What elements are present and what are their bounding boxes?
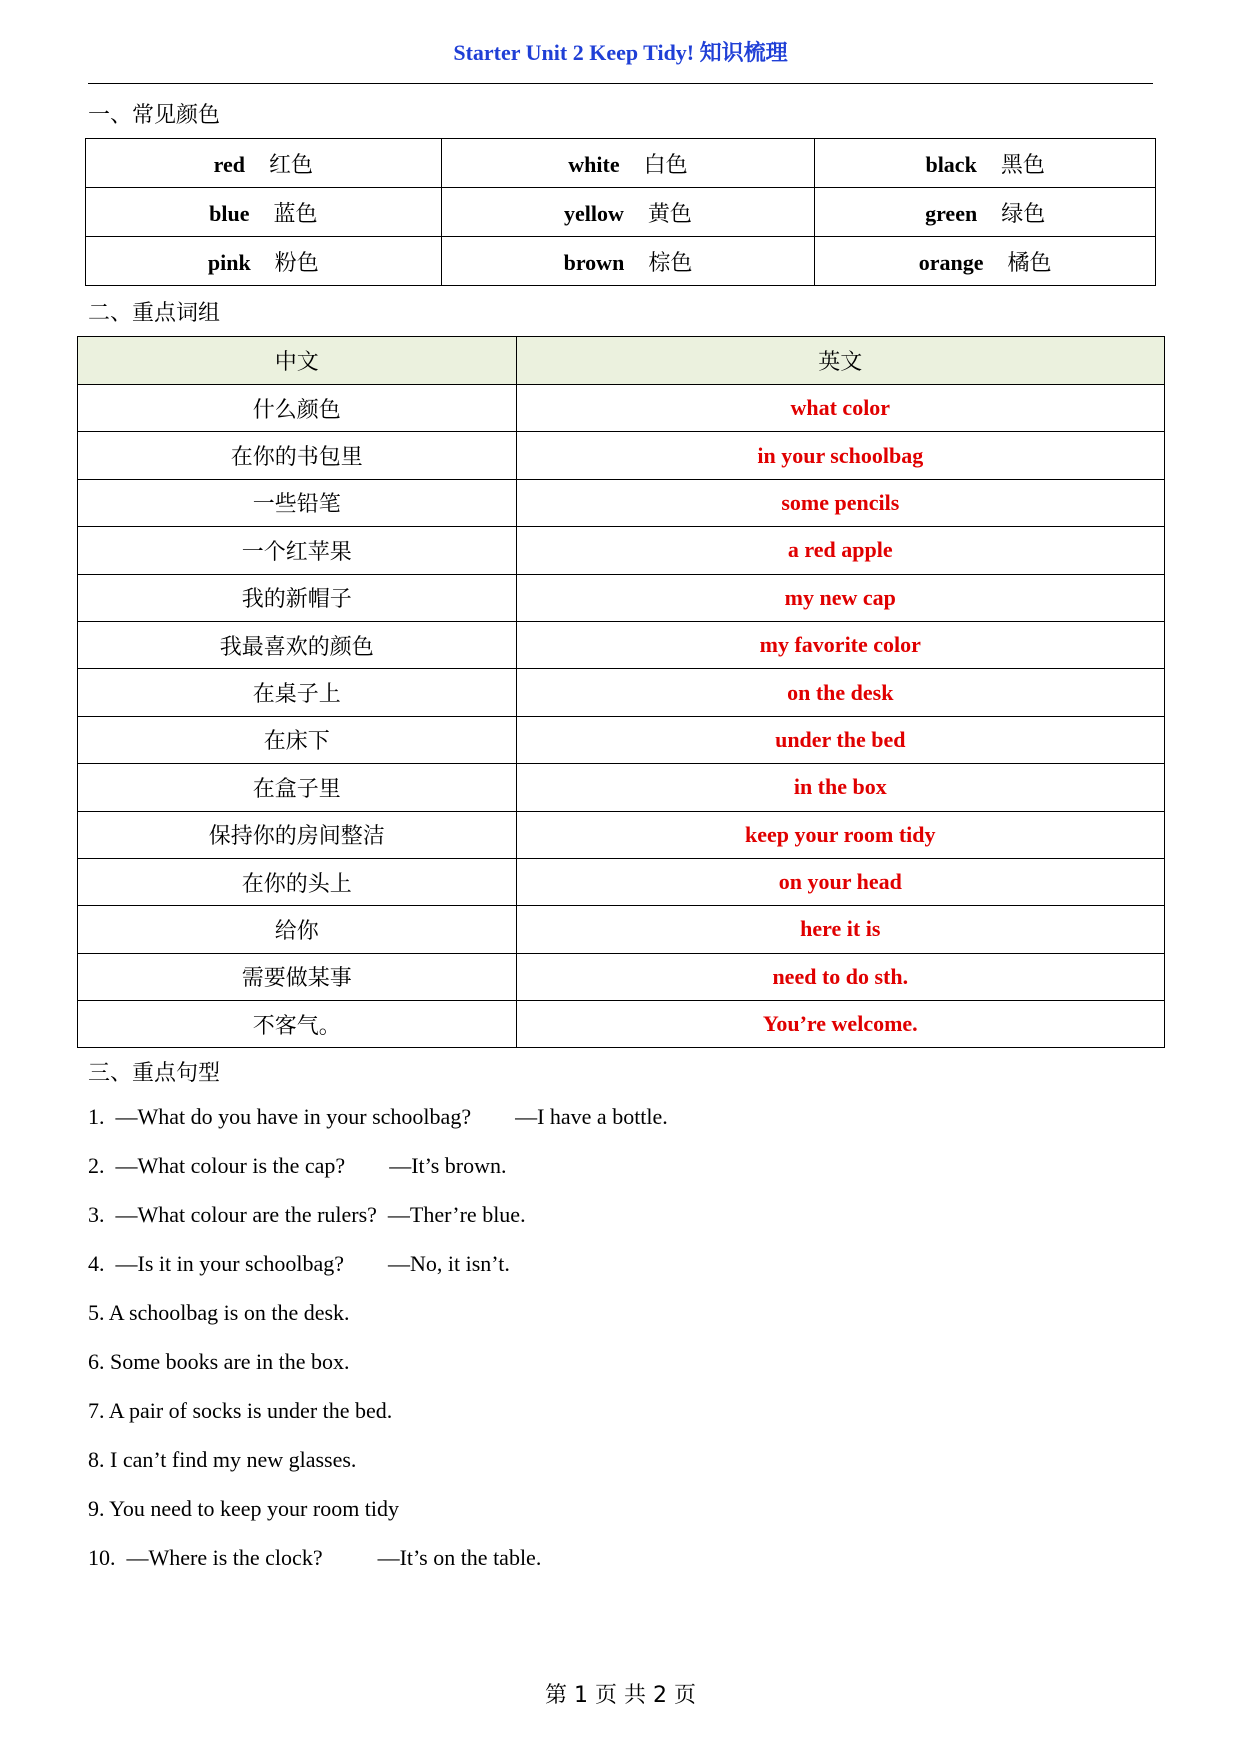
phrase-zh: 不客气。 <box>78 1001 517 1048</box>
phrase-en: on the desk <box>516 669 1164 716</box>
table-row <box>78 716 1165 763</box>
phrase-zh: 在盒子里 <box>78 764 517 811</box>
color-cell <box>441 237 815 286</box>
list-item: 6. Some books are in the box. <box>88 1349 350 1374</box>
table-row <box>78 574 1165 621</box>
phrases-table <box>77 336 1165 1048</box>
title-divider <box>88 83 1153 84</box>
list-item: 1. —What do you have in your schoolbag? —I have a bottle. <box>88 1104 668 1129</box>
color-en: pink <box>207 249 251 275</box>
page-title: Starter Unit 2 Keep Tidy! 知识梳理 <box>453 40 788 65</box>
phrase-en: under the bed <box>516 716 1164 763</box>
phrase-en: on your head <box>516 858 1164 905</box>
table-row <box>78 385 1165 432</box>
colors-row <box>86 188 1156 237</box>
page-footer: 第 1 页 共 2 页 <box>545 1683 696 1708</box>
color-en: brown <box>563 249 625 275</box>
section-heading-sentences: 三、重点句型 <box>88 1061 221 1086</box>
color-en: white <box>568 151 620 177</box>
phrase-zh: 一些铅笔 <box>78 479 517 526</box>
section-heading-phrases: 二、重点词组 <box>88 301 221 326</box>
phrase-en: a red apple <box>516 527 1164 574</box>
table-row <box>78 858 1165 905</box>
phrase-en: in the box <box>516 764 1164 811</box>
color-cell <box>86 139 442 188</box>
header-english: 英文 <box>516 337 1164 385</box>
phrase-zh: 我最喜欢的颜色 <box>78 621 517 668</box>
list-item: 5. A schoolbag is on the desk. <box>88 1300 350 1325</box>
phrase-zh: 什么颜色 <box>78 385 517 432</box>
color-cell <box>441 139 815 188</box>
phrase-zh: 保持你的房间整洁 <box>78 811 517 858</box>
phrase-en: need to do sth. <box>516 953 1164 1000</box>
phrase-zh: 在你的头上 <box>78 858 517 905</box>
phrase-en: some pencils <box>516 479 1164 526</box>
phrase-en: my new cap <box>516 574 1164 621</box>
table-row <box>78 669 1165 716</box>
list-item: 7. A pair of socks is under the bed. <box>88 1398 393 1423</box>
phrase-en: You’re welcome. <box>516 1001 1164 1048</box>
colors-row <box>86 237 1156 286</box>
color-zh: 橘色 <box>1007 250 1052 276</box>
colors-row <box>86 139 1156 188</box>
color-en: orange <box>918 249 984 275</box>
header-chinese: 中文 <box>78 337 517 385</box>
sentence-list <box>88 1104 668 1594</box>
color-cell <box>441 188 815 237</box>
color-zh: 白色 <box>643 152 688 178</box>
color-zh: 粉色 <box>274 250 319 276</box>
color-en: green <box>925 200 978 226</box>
color-cell <box>815 188 1156 237</box>
phrase-en: my favorite color <box>516 621 1164 668</box>
table-row <box>78 764 1165 811</box>
list-item: 9. You need to keep your room tidy <box>88 1496 400 1521</box>
color-cell <box>815 139 1156 188</box>
color-en: red <box>213 151 245 177</box>
table-row <box>78 479 1165 526</box>
color-cell <box>86 237 442 286</box>
table-row <box>78 953 1165 1000</box>
list-item: 4. —Is it in your schoolbag? —No, it isn’t. <box>88 1251 510 1276</box>
phrase-en: keep your room tidy <box>516 811 1164 858</box>
table-row <box>78 906 1165 953</box>
phrase-zh: 给你 <box>78 906 517 953</box>
list-item: 8. I can’t find my new glasses. <box>88 1447 357 1472</box>
phrase-en: in your schoolbag <box>516 432 1164 479</box>
phrase-zh: 需要做某事 <box>78 953 517 1000</box>
color-en: black <box>925 151 977 177</box>
colors-table <box>85 138 1156 286</box>
color-en: yellow <box>564 200 624 226</box>
phrase-zh: 在桌子上 <box>78 669 517 716</box>
color-en: blue <box>209 200 250 226</box>
phrases-header-row <box>78 337 1165 385</box>
table-row <box>78 432 1165 479</box>
color-zh: 红色 <box>269 152 314 178</box>
phrase-en: here it is <box>516 906 1164 953</box>
color-cell <box>815 237 1156 286</box>
phrase-zh: 在床下 <box>78 716 517 763</box>
table-row <box>78 527 1165 574</box>
color-zh: 黑色 <box>1000 152 1045 178</box>
table-row <box>78 1001 1165 1048</box>
color-zh: 绿色 <box>1001 201 1046 227</box>
phrase-en: what color <box>516 385 1164 432</box>
color-cell <box>86 188 442 237</box>
color-zh: 棕色 <box>648 250 693 276</box>
color-zh: 蓝色 <box>273 201 318 227</box>
table-row <box>78 811 1165 858</box>
phrase-zh: 我的新帽子 <box>78 574 517 621</box>
phrase-zh: 在你的书包里 <box>78 432 517 479</box>
color-zh: 黄色 <box>647 201 692 227</box>
list-item: 2. —What colour is the cap? —It’s brown. <box>88 1153 507 1178</box>
section-heading-colors: 一、常见颜色 <box>88 103 221 128</box>
phrase-zh: 一个红苹果 <box>78 527 517 574</box>
list-item: 3. —What colour are the rulers? —Ther’re blue. <box>88 1202 526 1227</box>
list-item: 10. —Where is the clock? —It’s on the table. <box>88 1545 542 1570</box>
table-row <box>78 621 1165 668</box>
